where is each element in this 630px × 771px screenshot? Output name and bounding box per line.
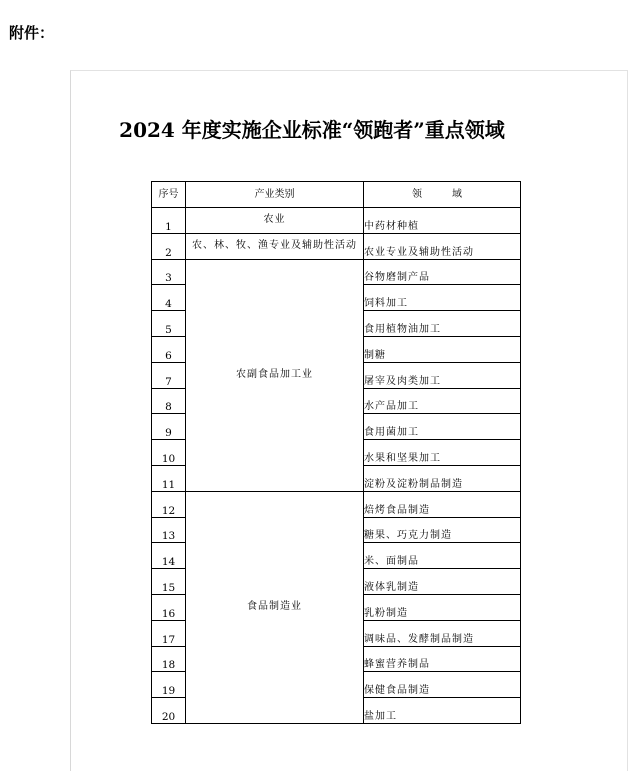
row-field: 焙烤食品制造 — [364, 491, 521, 517]
row-serial-number: 11 — [152, 465, 186, 491]
row-serial-number: 4 — [152, 285, 186, 311]
row-field: 米、面制品 — [364, 543, 521, 569]
row-field: 乳粉制造 — [364, 594, 521, 620]
row-serial-number: 13 — [152, 517, 186, 543]
header-serial-number: 序号 — [152, 182, 186, 208]
row-field: 液体乳制造 — [364, 569, 521, 595]
row-field: 水产品加工 — [364, 388, 521, 414]
row-serial-number: 17 — [152, 620, 186, 646]
row-serial-number: 5 — [152, 311, 186, 337]
row-serial-number: 18 — [152, 646, 186, 672]
row-field: 中药材种植 — [364, 208, 521, 234]
row-field: 食用菌加工 — [364, 414, 521, 440]
row-field: 农业专业及辅助性活动 — [364, 233, 521, 259]
row-field: 谷物磨制产品 — [364, 259, 521, 285]
table-row — [152, 208, 521, 234]
attachment-label: 附件： — [9, 24, 55, 42]
row-serial-number: 14 — [152, 543, 186, 569]
row-serial-number: 10 — [152, 440, 186, 466]
row-serial-number: 2 — [152, 233, 186, 259]
row-serial-number: 8 — [152, 388, 186, 414]
key-fields-table — [151, 181, 521, 724]
row-industry-category: 农、林、牧、渔专业及辅助性活动 — [186, 233, 364, 259]
row-serial-number: 12 — [152, 491, 186, 517]
table-row — [152, 491, 521, 517]
row-field: 保健食品制造 — [364, 672, 521, 698]
row-field: 淀粉及淀粉制品制造 — [364, 465, 521, 491]
row-serial-number: 1 — [152, 208, 186, 234]
row-serial-number: 7 — [152, 362, 186, 388]
header-field: 领 域 — [364, 182, 521, 208]
row-field: 制糖 — [364, 336, 521, 362]
row-field: 水果和坚果加工 — [364, 440, 521, 466]
row-industry-category: 农业 — [186, 208, 364, 234]
row-field: 调味品、发酵制品制造 — [364, 620, 521, 646]
row-field: 盐加工 — [364, 698, 521, 724]
row-field: 蜂蜜营养制品 — [364, 646, 521, 672]
table-header-row — [152, 182, 521, 208]
document-title: 2024 年度实施企业标准“领跑者”重点领域 — [119, 118, 505, 142]
row-industry-category: 农副食品加工业 — [186, 259, 364, 491]
row-serial-number: 19 — [152, 672, 186, 698]
header-industry-category: 产业类别 — [186, 182, 364, 208]
table-row — [152, 233, 521, 259]
table-body — [152, 208, 521, 724]
row-serial-number: 3 — [152, 259, 186, 285]
row-serial-number: 15 — [152, 569, 186, 595]
row-serial-number: 20 — [152, 698, 186, 724]
row-serial-number: 16 — [152, 594, 186, 620]
row-serial-number: 6 — [152, 336, 186, 362]
row-serial-number: 9 — [152, 414, 186, 440]
row-field: 食用植物油加工 — [364, 311, 521, 337]
table-row — [152, 259, 521, 285]
row-field: 糖果、巧克力制造 — [364, 517, 521, 543]
row-industry-category: 食品制造业 — [186, 491, 364, 723]
row-field: 饲料加工 — [364, 285, 521, 311]
row-field: 屠宰及肉类加工 — [364, 362, 521, 388]
